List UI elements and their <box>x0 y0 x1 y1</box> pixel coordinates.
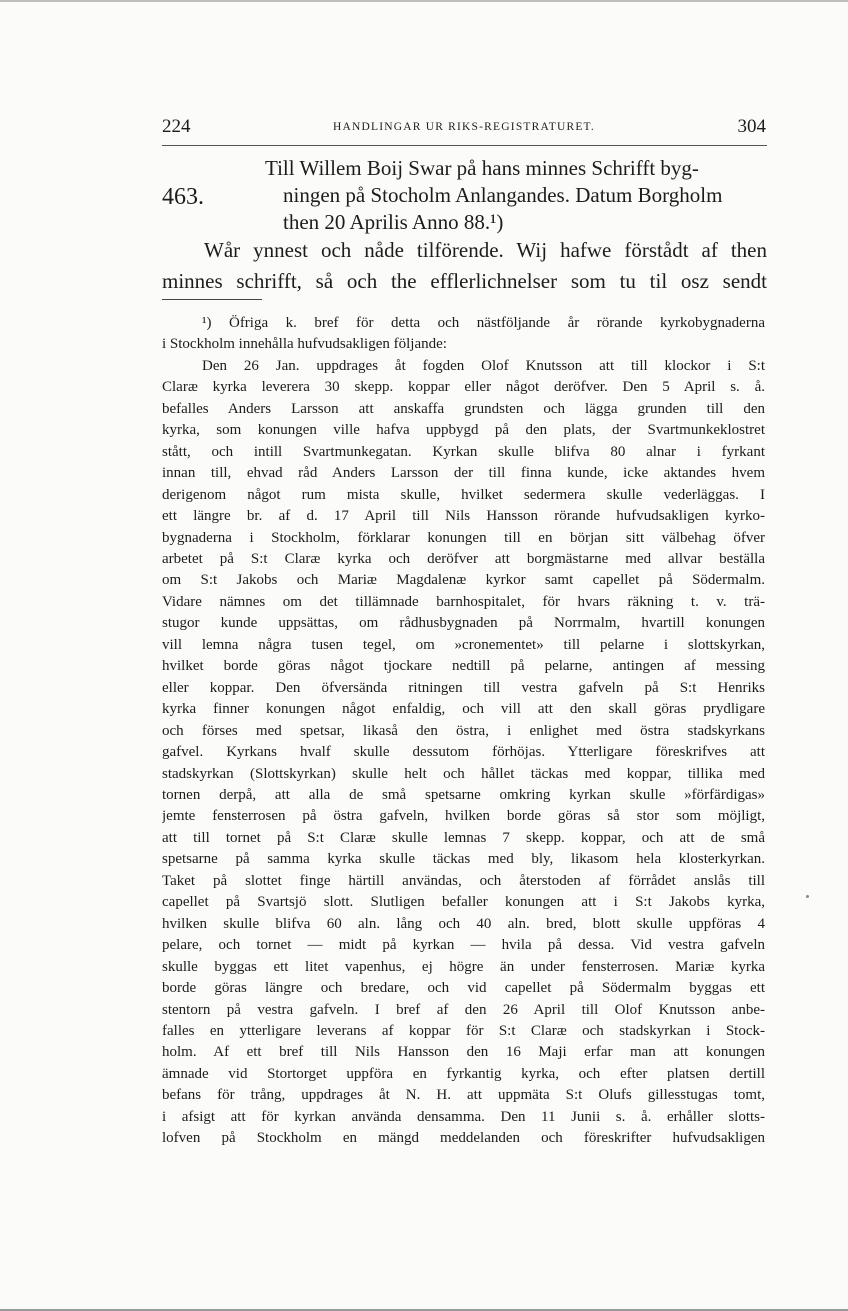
footnote-line: befalles Anders Larsson att anskaffa grundsten och lägga grunden till den <box>162 400 765 417</box>
footnote-line: skulle byggas ett litet vapenhus, ej högre än under fensterrosen. Mariæ kyrka <box>162 958 765 975</box>
footnote-line: pelare, och tornet — midt på kyrkan — hvila på dessa. Vid vestra gafveln <box>162 937 765 954</box>
footnote-line: Taket på slottet finge härtill användas, och återstoden af förrådet anslås till <box>162 872 765 889</box>
header-rule <box>162 145 767 146</box>
footnote-line: och förses med spetsar, likaså den östra, i enlighet med östra stadskyrkans <box>162 722 765 739</box>
footnote-line: i Stockholm innehålla hufvudsakligen följande: <box>162 336 447 353</box>
footnote-line: holm. Af ett bref till Nils Hansson den 16 Maji erfar man att konungen <box>162 1044 765 1061</box>
footnote-line: ämnade vid Stortorget uppföra en fyrkantig kyrka, och efter platsen dertill <box>162 1065 765 1082</box>
footnote-line: capellet på Svartsjö slott. Slutligen befaller konungen att i S:t Jakobs kyrka, <box>162 894 765 911</box>
footnote-line: eller koppar. Den öfversända ritningen till vestra gafveln på S:t Henriks <box>162 679 765 696</box>
footnote-line: om S:t Jakobs och Mariæ Magdalenæ kyrkor samt capellet på Södermalm. <box>162 572 765 589</box>
footnote-line: falles en ytterligare leverans af koppar för S:t Claræ och stadskyrkan i Stock- <box>162 1022 765 1039</box>
footnote-line: derigenom något rum mista skulle, hvilket sedermera skulle vederläggas. I <box>162 486 765 503</box>
page-header <box>162 116 766 138</box>
footnote-line: stadskyrkan (Slottskyrkan) skulle helt och hållet täckas med koppar, tillika med <box>162 765 765 782</box>
footnote-line: borde göras längre och bredare, och vid capellet på Södermalm byggas ett <box>162 980 765 997</box>
body-line: minnes schrifft, så och the efflerlichnelser som tu til osz sendt <box>162 269 767 293</box>
heading-line: ningen på Stocholm Anlangandes. Datum Borgholm <box>283 183 723 207</box>
running-title: HANDLINGAR UR RIKS-REGISTRATURET. <box>332 121 596 133</box>
footnote-line: stentorn på vestra gafveln. I bref af den 26 April till Olof Knutsson anbe- <box>162 1001 765 1018</box>
footnote-line: hvilket borde göras något tjockare nedtill på pelarne, antingen af messing <box>162 658 765 675</box>
footnote-line: ett längre br. af d. 17 April till Nils Hansson rörande hufvudsakligen kyrko- <box>162 508 765 525</box>
footnote-line: kyrka, som konungen ville hafva uppbygd på den plats, der Svartmunkeklostret <box>162 422 765 439</box>
scan-speck <box>806 895 809 898</box>
footnote-line: tornen derpå, att alla de små spetsarne omkring kyrkan skulle »förfärdigas» <box>162 786 765 803</box>
entry-number: 463. <box>162 184 204 210</box>
footnote-line: gafvel. Kyrkans hvalf skulle dessutom förhöjas. Ytterligare föreskrifves att <box>162 744 765 761</box>
footnote-line: att till tornet på S:t Claræ skulle lemnas 7 skepp. koppar, och att de små <box>162 829 765 846</box>
entry-heading <box>265 155 770 236</box>
heading-line: then 20 Aprilis Anno 88.¹) <box>283 210 504 234</box>
footnote-line: innan till, ehvad råd Anders Larsson der till finna kunde, icke aktandes hvem <box>162 465 765 482</box>
footnote-line: stugor kunde uppsättas, om rådhusbygnaden på Norrmalm, hvartill konungen <box>162 615 765 632</box>
footnote-line: Claræ kyrka leverera 30 skepp. koppar eller något deröfver. Den 5 April s. å. <box>162 379 765 396</box>
footnote-line: spetsarne på samma kyrka skulle täckas med bly, likasom hela klosterkyrkan. <box>162 851 765 868</box>
footnote-line: Den 26 Jan. uppdrages åt fogden Olof Knutsson att till klockor i S:t <box>202 357 765 374</box>
footnote-line: Vidare nämnes om det tillämnade barnhospitalet, för hvars räkning t. v. trä- <box>162 593 765 610</box>
page-number-right: 304 <box>737 116 766 137</box>
footnote-line: jemte fensterrosen på östra gafveln, hvilken borde göras så stor som möjligt, <box>162 808 765 825</box>
footnote-line: kyrka finner konungen något enfaldig, och vill att den skall göras prydligare <box>162 701 765 718</box>
footnote-line: i afsigt att för kyrkan använda densamma. Den 11 Junii s. å. erhåller slotts- <box>162 1108 765 1125</box>
footnote-line: hvilken skulle blifva 60 aln. lång och 40 aln. bred, blott skulle uppföras 4 <box>162 915 765 932</box>
body-line: Wår ynnest och nåde tilförende. Wij hafwe förstådt af then <box>204 238 767 262</box>
footnote-line: vill lemna några tusen tegel, om »cronementet» till pelarne i slottskyrkan, <box>162 636 765 653</box>
footnote-separator <box>162 299 262 300</box>
footnote-line: bygnaderna i Stockholm, förklarar konungen till en början sitt välbehag öfver <box>162 529 765 546</box>
footnote <box>162 313 765 1150</box>
heading-line: Till Willem Boij Swar på hans minnes Schrifft byg- <box>265 156 699 180</box>
page-number-left: 224 <box>162 116 191 137</box>
footnote-line: lofven på Stockholm en mängd meddelanden och föreskrifter hufvudsakligen <box>162 1130 765 1147</box>
footnote-line: befans för trång, uppdrages åt N. H. att uppmäta S:t Olufs gillesstugas tomt, <box>162 1087 765 1104</box>
footnote-line: arbetet på S:t Claræ kyrka och deröfver att borgmästarne med allvar beställa <box>162 550 765 567</box>
footnote-line: ¹) Öfriga k. bref för detta och nästföljande år rörande kyrkobygnaderna <box>202 315 765 331</box>
body-text <box>162 235 767 297</box>
scan-top-edge <box>0 0 848 2</box>
footnote-line: stått, och intill Svartmunkegatan. Kyrkan skulle blifva 80 alnar i fyrkant <box>162 443 765 460</box>
